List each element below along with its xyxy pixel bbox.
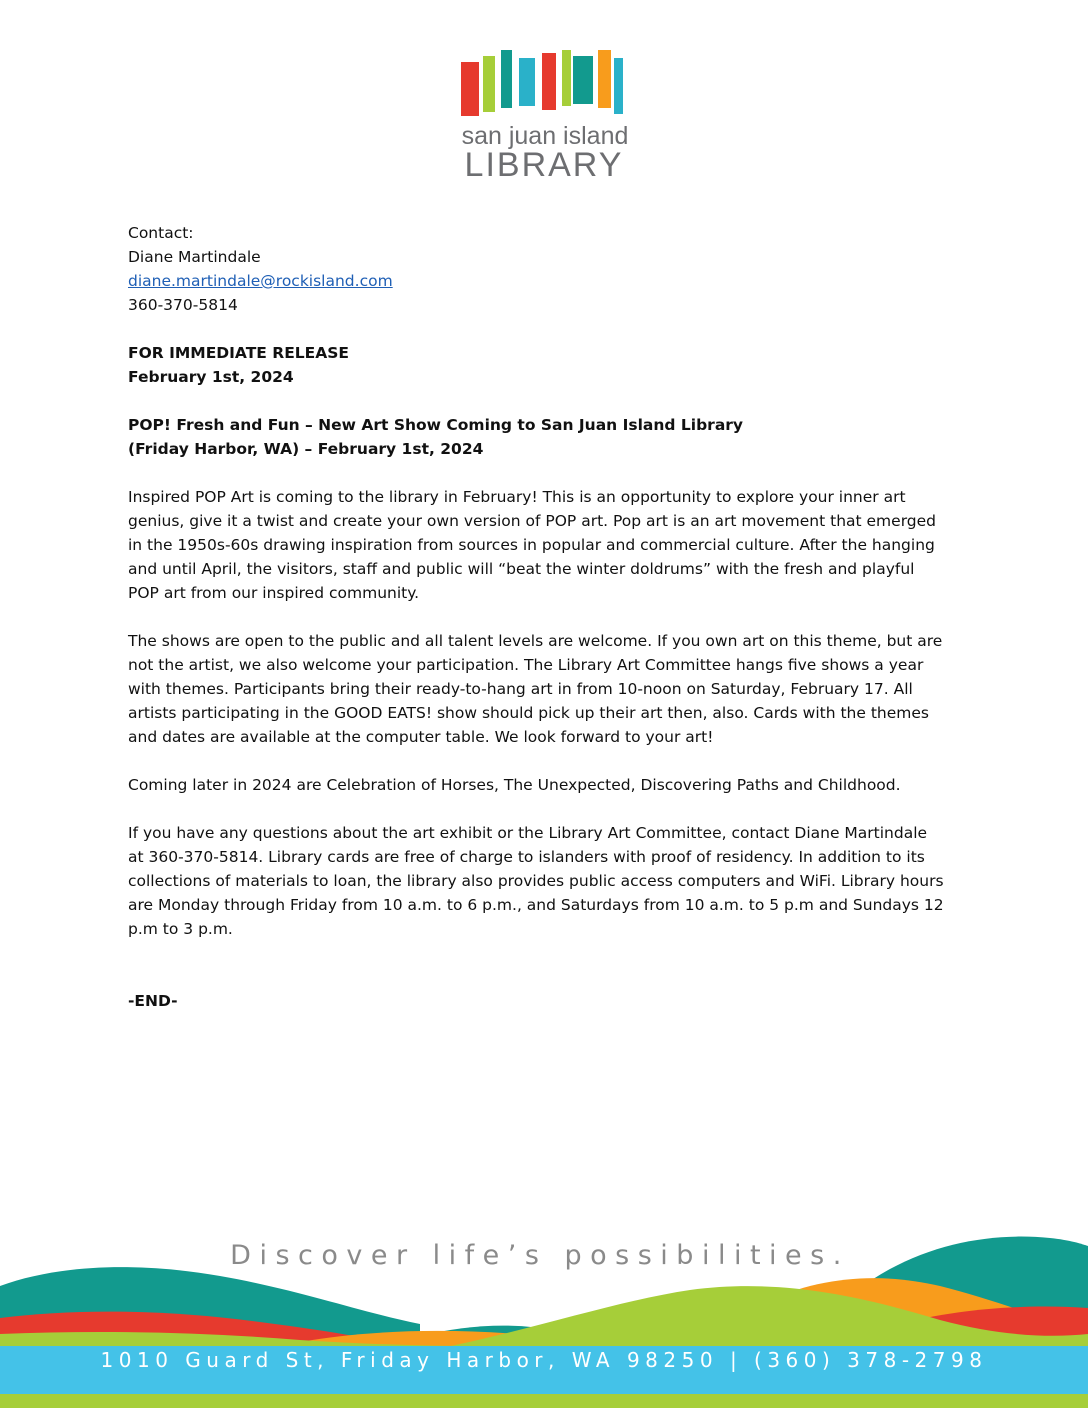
paragraph-line: at 360-370-5814. Library cards are free of charge to islanders with proof of residency. In addition to its: [128, 848, 925, 866]
paragraph-line: collections of materials to loan, the library also provides public access computers and WiFi. Library hours: [128, 872, 944, 890]
press-release-body: [128, 221, 968, 1013]
paragraph-line: artists participating in the GOOD EATS! show should pick up their art then, also. Cards with the themes: [128, 704, 929, 722]
logo-bar: [461, 62, 479, 116]
headline-block: [128, 413, 968, 461]
paragraph-line: The shows are open to the public and all talent levels are welcome. If you own art on this theme, but are: [128, 632, 943, 650]
logo-text-line2: LIBRARY: [464, 146, 624, 184]
contact-email-link[interactable]: diane.martindale@rockisland.com: [128, 272, 393, 290]
paragraph-1: [128, 485, 968, 605]
paragraph-line: genius, give it a twist and create your own version of POP art. Pop art is an art movement that emerged: [128, 512, 937, 530]
paragraph-line: not the artist, we also welcome your participation. The Library Art Committee hangs five shows a year: [128, 656, 924, 674]
paragraph-2: [128, 629, 968, 749]
logo-bar: [573, 56, 593, 104]
release-block: [128, 341, 968, 389]
contact-block: [128, 221, 968, 317]
paragraph-line: p.m to 3 p.m.: [128, 920, 233, 938]
paragraph-line: Inspired POP Art is coming to the library in February! This is an opportunity to explore your inner art: [128, 488, 906, 506]
paragraph-line: in the 1950s-60s drawing inspiration from sources in popular and commercial culture. After the hanging: [128, 536, 935, 554]
end-block: [128, 989, 968, 1013]
logo-bar: [519, 58, 535, 106]
footer-address: 1010 Guard St, Friday Harbor, WA 98250 | (360) 378-2798: [100, 1348, 988, 1372]
end-mark: -END-: [128, 992, 178, 1010]
paragraph-line: are Monday through Friday from 10 a.m. to 6 p.m., and Saturdays from 10 a.m. to 5 p.m and Sundays 12: [128, 896, 944, 914]
paragraph-line: and until April, the visitors, staff and public will “beat the winter doldrums” with the fresh and playful: [128, 560, 915, 578]
logo-text-line1: san juan island: [461, 122, 629, 150]
release-date: February 1st, 2024: [128, 368, 294, 386]
contact-phone: 360-370-5814: [128, 296, 238, 314]
paragraph-line: and dates are available at the computer table. We look forward to your art!: [128, 728, 714, 746]
logo-bar: [501, 50, 512, 108]
footer-tagline: [0, 1240, 1088, 1271]
logo-bar: [614, 58, 623, 114]
paragraph-line: with themes. Participants bring their ready-to-hang art in from 10-noon on Saturday, February 17. All: [128, 680, 913, 698]
paragraph-line: Coming later in 2024 are Celebration of Horses, The Unexpected, Discovering Paths and Childhood.: [128, 776, 901, 794]
logo-bar: [542, 53, 556, 110]
paragraph-line: If you have any questions about the art exhibit or the Library Art Committee, contact Diane Martindale: [128, 824, 928, 842]
headline-title: POP! Fresh and Fun – New Art Show Coming to San Juan Island Library: [128, 416, 744, 434]
contact-label: Contact:: [128, 224, 194, 242]
paragraph-3: [128, 773, 968, 797]
release-label: FOR IMMEDIATE RELEASE: [128, 344, 350, 362]
paragraph-line: POP art from our inspired community.: [128, 584, 420, 602]
library-logo: [455, 48, 635, 184]
headline-dateline: (Friday Harbor, WA) – February 1st, 2024: [128, 440, 484, 458]
footer-tagline-text: Discover life’s possibilities.: [230, 1240, 850, 1271]
logo-color-bars: [461, 50, 623, 116]
paragraph-4: [128, 821, 968, 941]
logo-bar: [598, 50, 611, 108]
logo-bar: [562, 50, 571, 106]
contact-name: Diane Martindale: [128, 248, 261, 266]
logo-bar: [483, 56, 495, 112]
